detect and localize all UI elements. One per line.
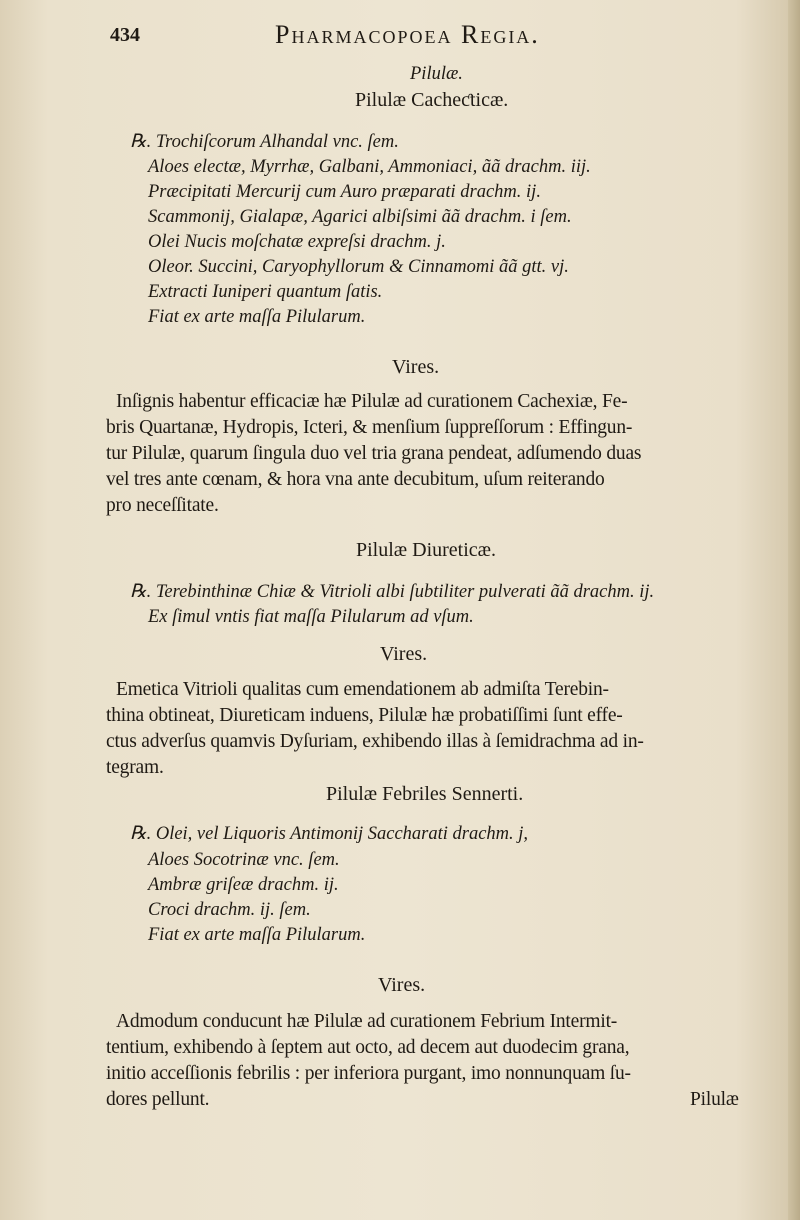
page-edge bbox=[788, 0, 800, 1220]
page-number: 434 bbox=[110, 24, 140, 46]
body-line: tegram. bbox=[106, 757, 164, 778]
body-line: Inſignis habentur efficaciæ hæ Pilulæ ad curationem Cachexiæ, Fe- bbox=[116, 391, 628, 412]
recipe-line: Ex ſimul vntis fiat maſſa Pilularum ad vſum. bbox=[148, 607, 474, 627]
page-header bbox=[110, 18, 710, 58]
section-title-italic: Pilulæ. bbox=[410, 64, 463, 84]
running-title: Pharmacopoea Regia. bbox=[275, 20, 540, 49]
body-line: Emetica Vitrioli qualitas cum emendationem ab admiſta Terebin- bbox=[116, 679, 609, 700]
recipe-line: Croci drachm. ij. ſem. bbox=[148, 900, 311, 920]
body-line: initio acceſſionis febrilis : per inferiora purgant, imo nonnunquam ſu- bbox=[106, 1063, 631, 1084]
body-line: vel tres ante cœnam, & hora vna ante decubitum, uſum reiterando bbox=[106, 469, 605, 490]
recipe-line: ℞. Terebinthinæ Chiæ & Vitrioli albi ſubtiliter pulverati ãã drachm. ij. bbox=[130, 582, 655, 602]
catchword: Pilulæ bbox=[690, 1089, 739, 1110]
recipe-line: Scammonij, Gialapæ, Agarici albiſsimi ãã drachm. i ſem. bbox=[148, 207, 572, 227]
section-title: Pilulæ Cacheƈticæ. bbox=[355, 89, 509, 111]
body-line: tentium, exhibendo à ſeptem aut octo, ad decem aut duodecim grana, bbox=[106, 1037, 630, 1058]
recipe-line: Fiat ex arte maſſa Pilularum. bbox=[148, 925, 366, 945]
recipe-line: Ambræ griſeæ drachm. ij. bbox=[148, 875, 339, 895]
recipe-line: Olei Nucis moſchatæ expreſsi drachm. j. bbox=[148, 232, 446, 252]
body-line: thina obtineat, Diureticam induens, Pilulæ hæ probatiſſimi ſunt effe- bbox=[106, 705, 623, 726]
body-line: bris Quartanæ, Hydropis, Icteri, & menſium ſuppreſſorum : Effingun- bbox=[106, 417, 633, 438]
body-line: pro neceſſitate. bbox=[106, 495, 219, 516]
recipe-line: ℞. Olei, vel Liquoris Antimonij Saccharati drachm. j, bbox=[130, 824, 529, 844]
recipe-line: Aloes Socotrinæ vnc. ſem. bbox=[148, 850, 340, 870]
section-title: Pilulæ Diureticæ. bbox=[356, 539, 496, 561]
section-title: Pilulæ Febriles Sennerti. bbox=[326, 783, 524, 805]
vires-heading: Vires. bbox=[378, 974, 426, 996]
vires-heading: Vires. bbox=[380, 643, 428, 665]
body-line: tur Pilulæ, quarum ſingula duo vel tria grana pendeat, adſumendo duas bbox=[106, 443, 642, 464]
recipe-line: Fiat ex arte maſſa Pilularum. bbox=[148, 307, 366, 327]
recipe-line: Oleor. Succini, Caryophyllorum & Cinnamomi ãã gtt. vj. bbox=[148, 257, 569, 277]
recipe-line: Aloes electæ, Myrrhæ, Galbani, Ammoniaci, ãã drachm. iij. bbox=[148, 157, 591, 177]
body-line: dores pellunt. bbox=[106, 1089, 210, 1110]
body-line: ctus adverſus quamvis Dyſuriam, exhibendo illas à ſemidrachma ad in- bbox=[106, 731, 644, 752]
recipe-line: ℞. Trochiſcorum Alhandal vnc. ſem. bbox=[130, 132, 399, 152]
body-line: Admodum conducunt hæ Pilulæ ad curationem Febrium Intermit- bbox=[116, 1011, 618, 1032]
recipe-line: Extracti Iuniperi quantum ſatis. bbox=[148, 282, 383, 302]
recipe-line: Præcipitati Mercurij cum Auro præparati drachm. ij. bbox=[148, 182, 541, 202]
vires-heading: Vires. bbox=[392, 356, 440, 378]
